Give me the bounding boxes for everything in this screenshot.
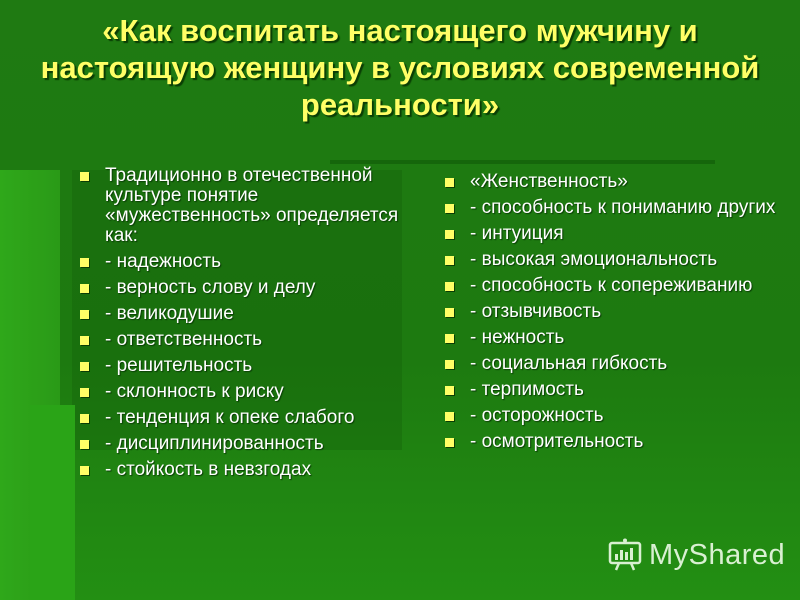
list-item: - способность к пониманию других <box>445 198 790 218</box>
decor-block <box>30 405 75 600</box>
decor-bar <box>330 160 715 164</box>
list-item: - нежность <box>445 328 790 348</box>
right-list <box>445 172 790 458</box>
list-item: - верность слову и делу <box>80 278 410 298</box>
left-list <box>80 166 410 486</box>
watermark-text: MyShared <box>649 538 786 571</box>
list-item: - способность к сопереживанию <box>445 276 790 296</box>
square-bullet-icon <box>80 440 89 449</box>
square-bullet-icon <box>80 258 89 267</box>
list-item: - терпимость <box>445 380 790 400</box>
square-bullet-icon <box>445 178 454 187</box>
square-bullet-icon <box>80 466 89 475</box>
square-bullet-icon <box>445 360 454 369</box>
list-item: - высокая эмоциональность <box>445 250 790 270</box>
square-bullet-icon <box>445 386 454 395</box>
square-bullet-icon <box>445 230 454 239</box>
list-item: Традиционно в отечественной культуре понятие «мужественность» определяется как: <box>80 166 410 246</box>
list-item: - отзывчивость <box>445 302 790 322</box>
square-bullet-icon <box>445 412 454 421</box>
square-bullet-icon <box>445 282 454 291</box>
list-item: - осторожность <box>445 406 790 426</box>
square-bullet-icon <box>445 256 454 265</box>
square-bullet-icon <box>80 310 89 319</box>
list-item: «Женственность» <box>445 172 790 192</box>
list-item: - великодушие <box>80 304 410 324</box>
list-item: - тенденция к опеке слабого <box>80 408 410 428</box>
square-bullet-icon <box>445 334 454 343</box>
watermark-logo <box>607 535 785 575</box>
square-bullet-icon <box>445 204 454 213</box>
square-bullet-icon <box>80 414 89 423</box>
square-bullet-icon <box>80 284 89 293</box>
presentation-icon <box>607 537 643 573</box>
square-bullet-icon <box>80 172 89 181</box>
list-item: - интуиция <box>445 224 790 244</box>
list-item: - осмотрительность <box>445 432 790 452</box>
square-bullet-icon <box>445 308 454 317</box>
decor-left-strip <box>0 170 60 600</box>
slide-title: «Как воспитать настоящего мужчину и настоящую женщину в условиях современной реальности» <box>40 13 760 122</box>
list-item: - решительность <box>80 356 410 376</box>
square-bullet-icon <box>445 438 454 447</box>
square-bullet-icon <box>80 362 89 371</box>
list-item: - социальная гибкость <box>445 354 790 374</box>
square-bullet-icon <box>80 336 89 345</box>
list-item: - ответственность <box>80 330 410 350</box>
list-item: - надежность <box>80 252 410 272</box>
list-item: - склонность к риску <box>80 382 410 402</box>
square-bullet-icon <box>80 388 89 397</box>
list-item: - дисциплинированность <box>80 434 410 454</box>
list-item: - стойкость в невзгодах <box>80 460 410 480</box>
